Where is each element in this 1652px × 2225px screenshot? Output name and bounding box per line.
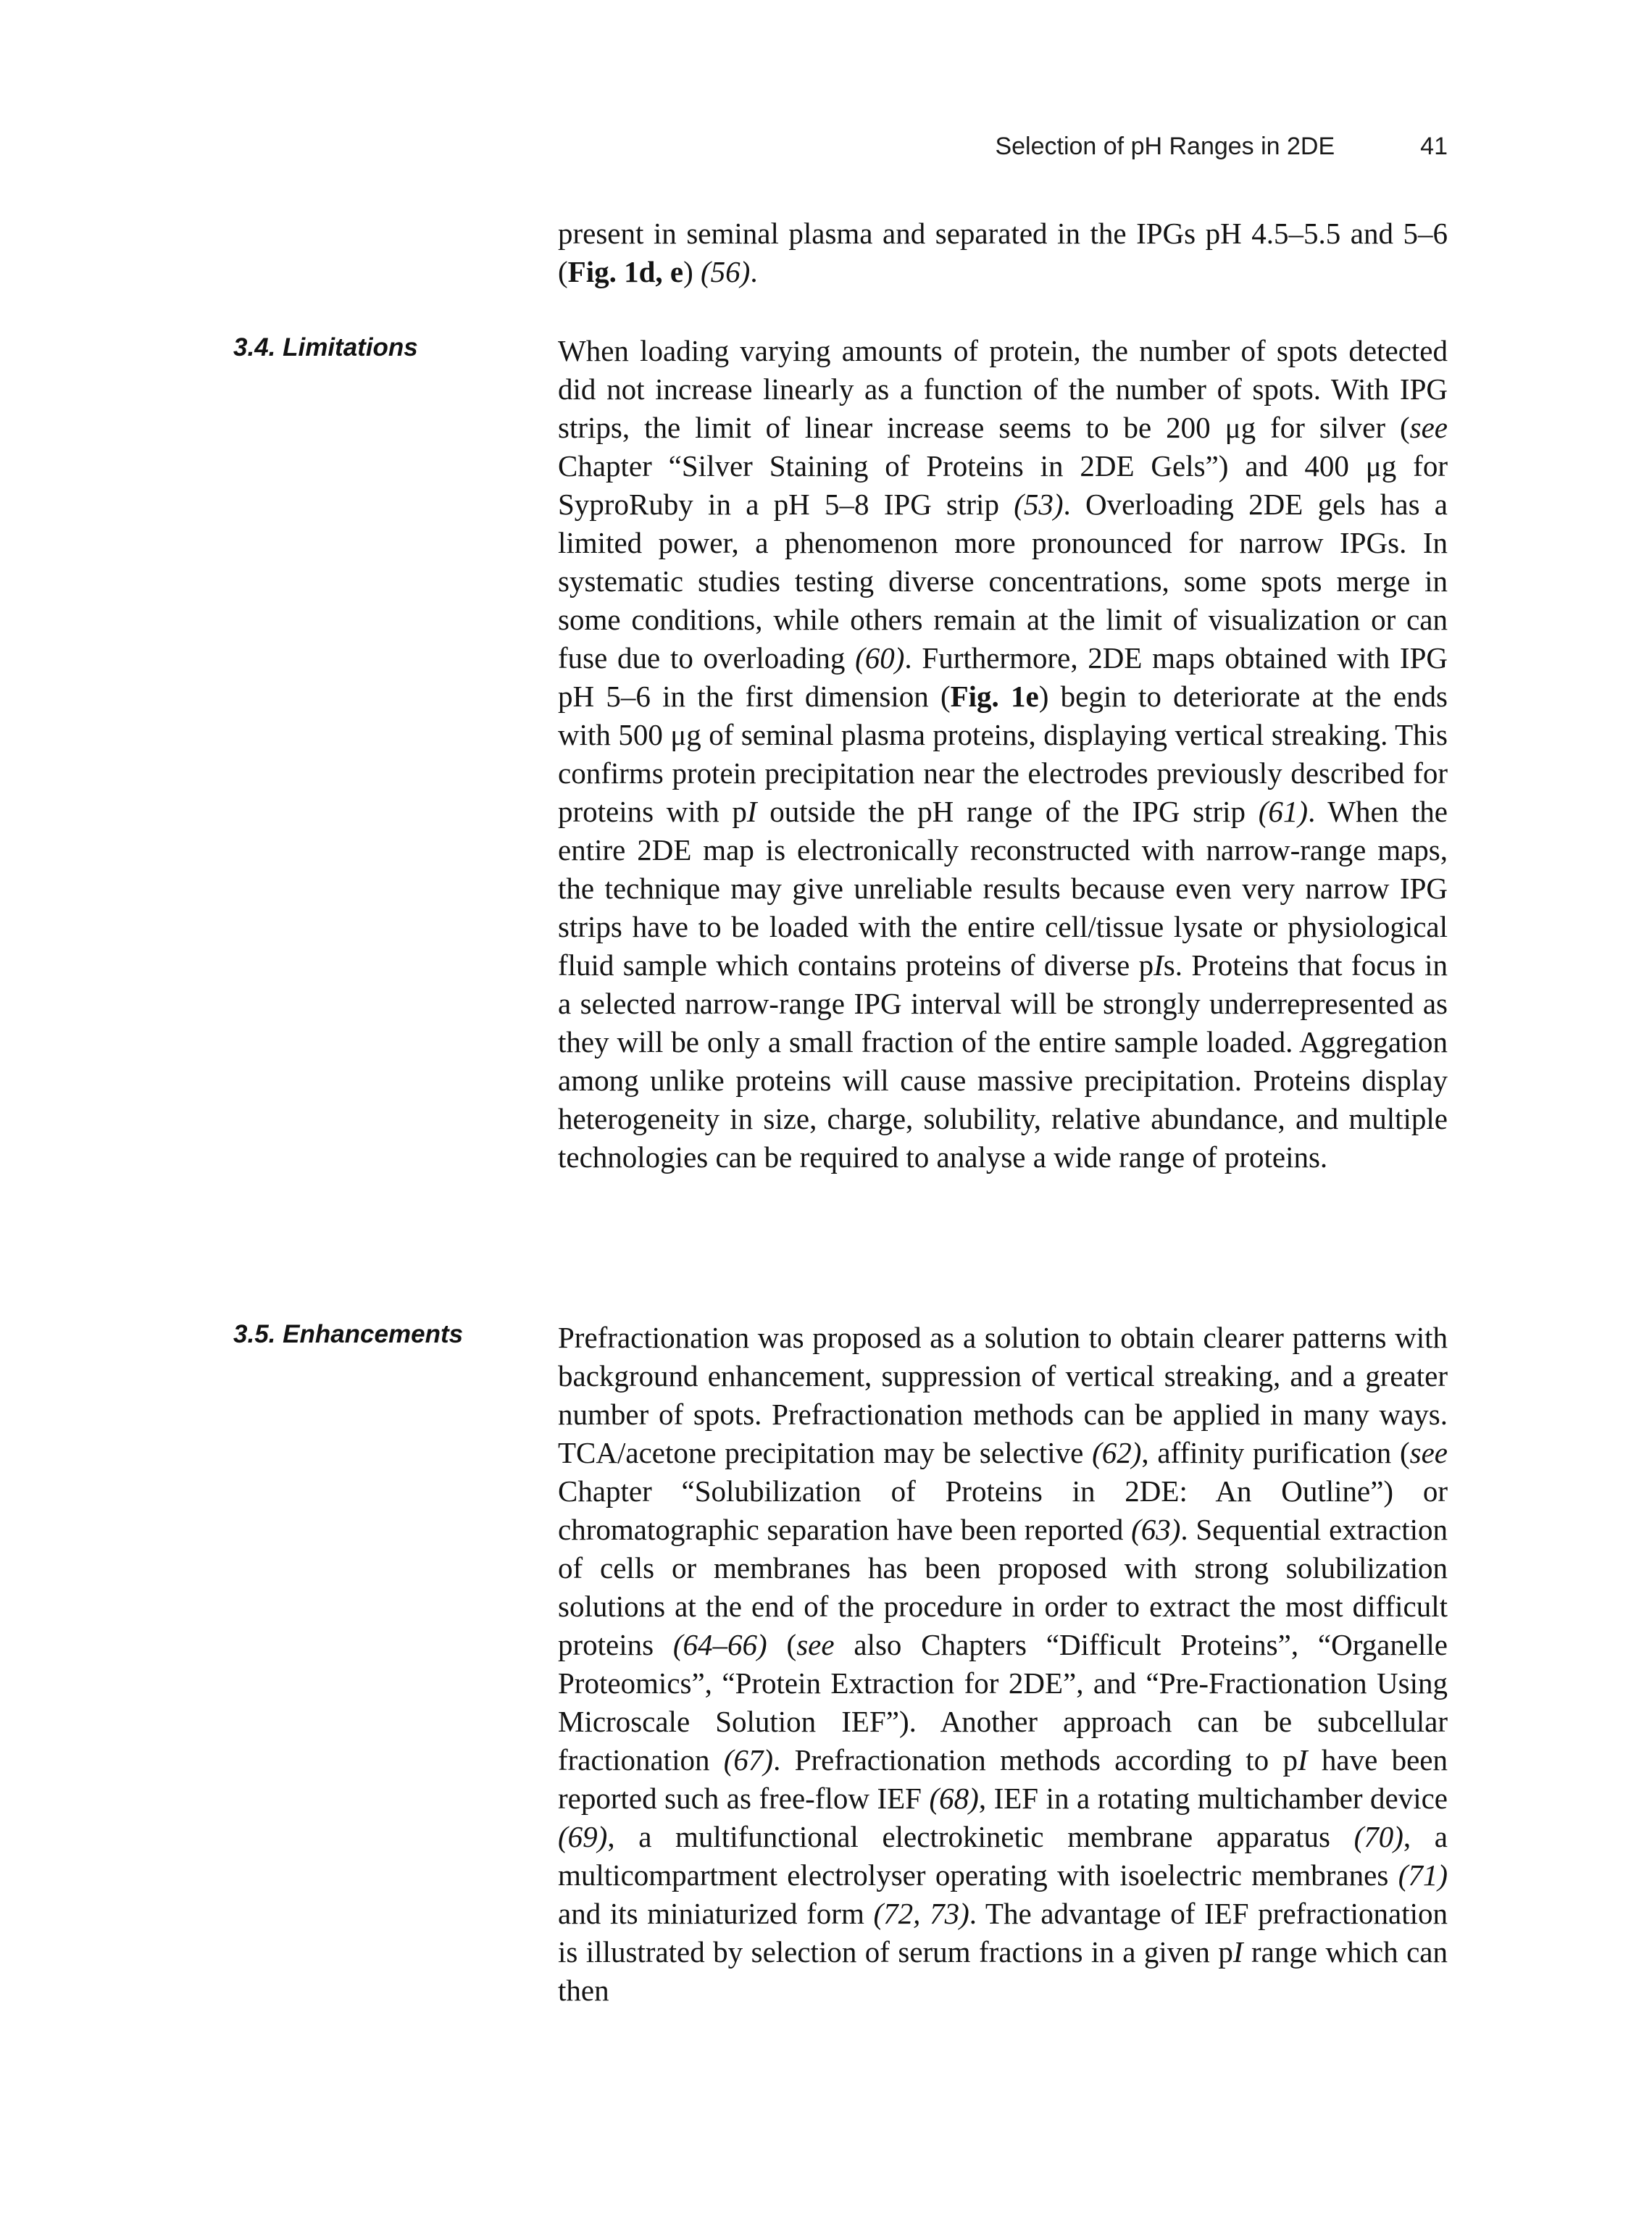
text-run: (53) [1014, 488, 1064, 521]
text-run: range which can then [558, 1935, 1448, 2007]
text-run: see [1409, 1436, 1448, 1469]
text-run: ) [683, 255, 701, 288]
text-run: s. Proteins that focus in a selected narrow-range IPG interval will be strongly underrepresented as they will be only a small fraction of the entire sample loaded. Aggregation among unlike proteins will cause massive precipitation. Proteins display heterogeneity in size, charge, solubility, relative abundance, and multiple technologies can be required to analyse a wide range of proteins. [558, 948, 1448, 1174]
text-run: see [796, 1628, 835, 1661]
text-run: I [1154, 948, 1164, 982]
text-run: , IEF in a rotating multichamber device [978, 1782, 1448, 1815]
text-run: . Overloading 2DE gels has a limited power, a phenomenon more pronounced for narrow IPGs. In systematic studies testing diverse concentrations, some spots merge in some conditions, while others remain at the limit of visualization or can fuse due to overloading [558, 488, 1448, 675]
text-run: (69) [558, 1820, 608, 1853]
text-run: (68) [929, 1782, 979, 1815]
text-run: have been reported such as free-flow IEF [558, 1743, 1448, 1815]
text-run: . The advantage of IEF prefractionation is illustrated by selection of serum fractions in a given p [558, 1897, 1448, 1969]
text-run: (56) [701, 255, 751, 288]
running-head [995, 133, 1448, 161]
text-run: , a multicompartment electrolyser operating with isoelectric membranes [558, 1820, 1448, 1892]
text-run: , affinity purification ( [1141, 1436, 1410, 1469]
text-run: I [1297, 1743, 1308, 1777]
paragraph-enhancements [558, 1319, 1448, 2010]
section-heading-limitations: 3.4. Limitations [233, 333, 418, 362]
text-run: Fig. 1e [950, 680, 1039, 713]
text-run: and its miniaturized form [558, 1897, 874, 1930]
text-run: . When the entire 2DE map is electronically reconstructed with narrow-range maps, the technique may give unreliable results because even very narrow IPG strips have to be loaded with the entire cell/tissue lysate or physiological fluid sample which contains proteins of diverse p [558, 795, 1448, 982]
text-run: (71) [1398, 1858, 1448, 1892]
paragraph-intro-continuation [558, 214, 1448, 291]
text-run: (64–66) [672, 1628, 767, 1661]
text-run: , a multifunctional electrokinetic membrane apparatus [607, 1820, 1354, 1853]
text-run: . [750, 255, 758, 288]
text-run: (67) [723, 1743, 774, 1777]
section-heading-enhancements: 3.5. Enhancements [233, 1320, 464, 1348]
paragraph-limitations [558, 332, 1448, 1177]
text-run: (60) [855, 641, 905, 675]
running-head-title: Selection of pH Ranges in 2DE [995, 133, 1335, 160]
text-run: Chapter “Silver Staining of Proteins in 2DE Gels”) and 400 μg for SyproRuby in a pH 5–8 IPG strip [558, 449, 1448, 521]
text-run: (72, 73) [873, 1897, 969, 1930]
text-run: (70) [1353, 1820, 1403, 1853]
page-number: 41 [1420, 133, 1448, 160]
text-run: ( [767, 1628, 797, 1661]
text-run: ) begin to deteriorate at the ends with 500 μg of seminal plasma proteins, displaying vertical streaking. This confirms protein precipitation near the electrodes previously described for proteins with p [558, 680, 1448, 828]
text-run: Chapter “Solubilization of Proteins in 2DE: An Outline”) or chromatographic separation have been reported [558, 1474, 1448, 1546]
text-run: present in seminal plasma and separated in the IPGs pH 4.5–5.5 and 5–6 ( [558, 217, 1448, 288]
text-run: (62) [1092, 1436, 1142, 1469]
text-run: . Prefractionation methods according to p [773, 1743, 1298, 1777]
text-run: . Furthermore, 2DE maps obtained with IPG pH 5–6 in the first dimension ( [558, 641, 1448, 713]
text-run: (63) [1131, 1513, 1181, 1546]
text-run: When loading varying amounts of protein, the number of spots detected did not increase linearly as a function of the number of spots. With IPG strips, the limit of linear increase seems to be 200 μg for silver ( [558, 334, 1448, 444]
text-run: I [746, 795, 757, 828]
text-run: Prefractionation was proposed as a solution to obtain clearer patterns with background enhancement, suppression of vertical streaking, and a greater number of spots. Prefractionation methods can be applied in many ways. TCA/acetone precipitation may be selective [558, 1321, 1448, 1469]
text-run: also Chapters “Difficult Proteins”, “Organelle Proteomics”, “Protein Extraction for 2DE”, and “Pre-Fractionation Using Microscale Solution IEF”). Another approach can be subcellular fractionation [558, 1628, 1448, 1777]
text-run: Fig. 1d, e [567, 255, 684, 288]
text-run: I [1232, 1935, 1243, 1969]
text-run: . Sequential extraction of cells or membranes has been proposed with strong solubilization solutions at the end of the procedure in order to extract the most difficult proteins [558, 1513, 1448, 1661]
text-run: (61) [1258, 795, 1309, 828]
text-run: outside the pH range of the IPG strip [756, 795, 1259, 828]
text-run: see [1409, 411, 1448, 444]
